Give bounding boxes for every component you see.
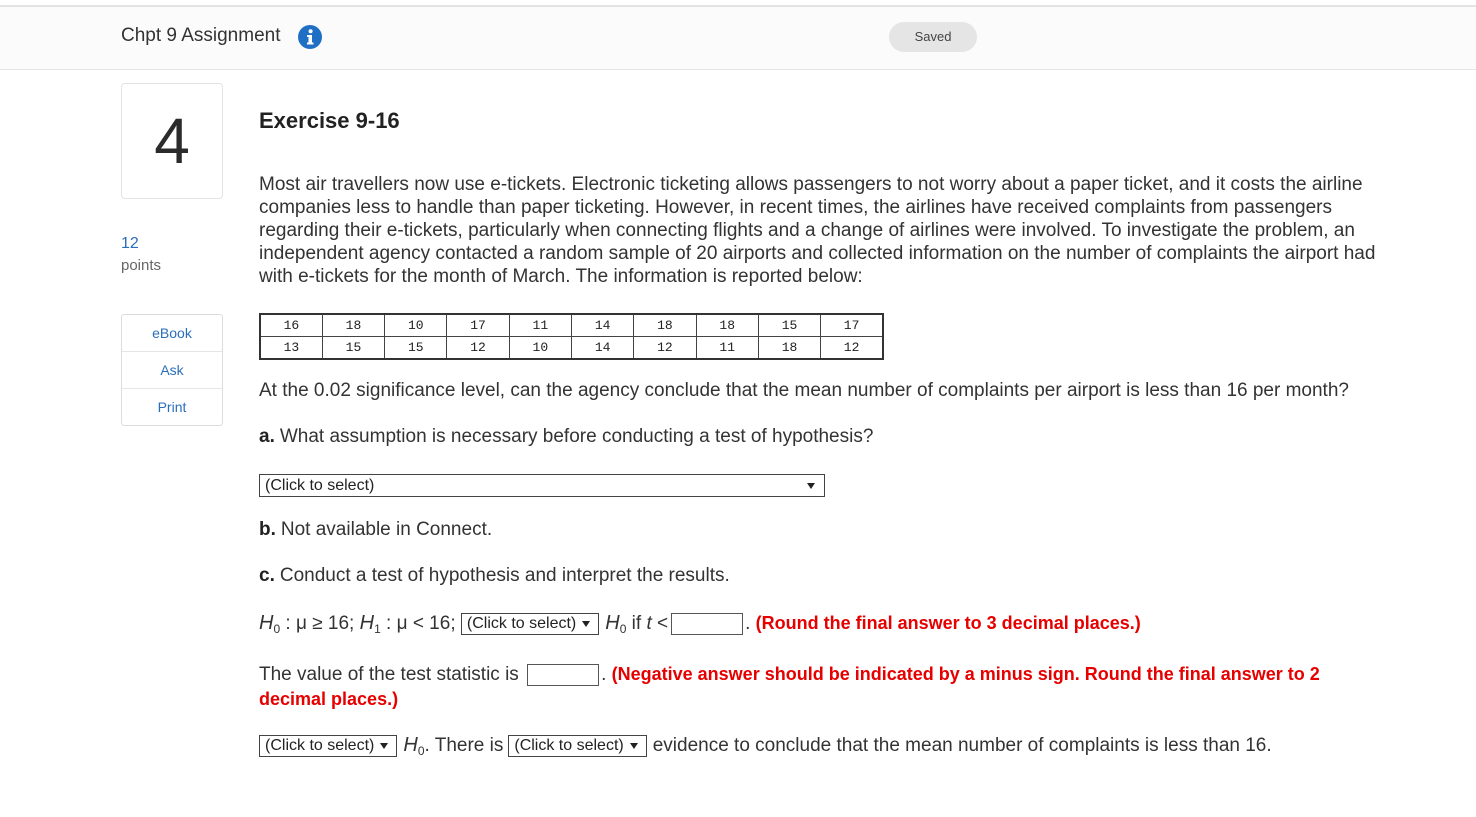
conclusion-text-2: evidence to conclude that the mean number of complaints is less than 16. <box>652 735 1272 756</box>
round-note: (Round the final answer to 3 decimal places.) <box>755 613 1141 633</box>
rule-operator: < <box>651 613 669 634</box>
alt-hypothesis-text: : μ < 16; <box>380 613 461 634</box>
table-cell: 15 <box>322 337 384 360</box>
table-cell: 14 <box>571 314 633 337</box>
part-b-label: b. <box>259 519 276 540</box>
table-cell: 15 <box>758 314 820 337</box>
ebook-link[interactable]: eBook <box>152 325 192 341</box>
question-number: 4 <box>154 105 190 177</box>
table-row <box>260 337 883 360</box>
conclusion-text-1: . There is <box>424 735 504 756</box>
critical-value-input[interactable] <box>671 613 743 635</box>
part-a-label: a. <box>259 426 275 447</box>
evidence-select[interactable] <box>508 735 646 757</box>
table-cell: 18 <box>758 337 820 360</box>
conclusion-hypothesis-subscript: 0 <box>417 744 425 758</box>
dropdown-arrow-icon <box>582 621 590 627</box>
part-c-label: c. <box>259 565 275 586</box>
points-label: points <box>121 257 162 274</box>
part-c-prompt <box>259 564 730 588</box>
assumption-select-value: (Click to select) <box>265 477 375 494</box>
table-cell: 17 <box>447 314 509 337</box>
part-a-prompt <box>259 425 873 449</box>
points-value: 12 <box>121 235 139 252</box>
rule-hypothesis-subscript: 0 <box>619 622 627 636</box>
saved-status-badge: Saved <box>889 22 977 52</box>
t-symbol: t <box>646 613 652 634</box>
question-prompt: At the 0.02 significance level, can the agency conclude that the mean number of complaints per airport is less than 16 per month? <box>259 380 1349 401</box>
table-cell: 10 <box>385 314 447 337</box>
table-cell: 15 <box>385 337 447 360</box>
table-cell: 10 <box>509 337 571 360</box>
alt-hypothesis-symbol: H <box>359 612 375 634</box>
assignment-title: Chpt 9 Assignment <box>121 25 281 46</box>
table-cell: 18 <box>696 314 758 337</box>
test-statistic-input[interactable] <box>527 664 599 686</box>
rule-if-text: if <box>626 613 647 634</box>
exercise-title: Exercise 9-16 <box>259 108 400 133</box>
dropdown-arrow-icon <box>380 743 388 749</box>
reject-decision-select-value: (Click to select) <box>265 736 375 754</box>
rule-period: . <box>745 613 756 634</box>
question-tools <box>121 314 223 426</box>
question-content <box>259 0 1449 817</box>
part-a-text: What assumption is necessary before conducting a test of hypothesis? <box>279 426 874 447</box>
test-statistic-line <box>259 662 1364 712</box>
table-cell: 13 <box>260 337 322 360</box>
negative-answer-note: (Negative answer should be indicated by a minus sign. Round the final answer to 2 decimal places.) <box>259 664 1320 709</box>
assumption-select[interactable] <box>259 474 825 497</box>
null-hypothesis-text: : μ ≥ 16; <box>280 613 360 634</box>
table-cell: 16 <box>260 314 322 337</box>
evidence-select-value: (Click to select) <box>514 736 624 754</box>
table-cell: 18 <box>634 314 696 337</box>
ask-link[interactable]: Ask <box>122 351 222 388</box>
dropdown-arrow-icon <box>807 483 815 489</box>
table-cell: 11 <box>696 337 758 360</box>
conclusion-hypothesis-symbol: H <box>403 734 418 756</box>
table-cell: 11 <box>509 314 571 337</box>
test-statistic-text: The value of the test statistic is <box>259 664 519 685</box>
decision-rule-select[interactable] <box>461 613 599 635</box>
print-link[interactable]: Print <box>122 388 222 425</box>
table-cell: 12 <box>821 337 883 360</box>
null-hypothesis-symbol: H <box>259 612 274 634</box>
table-cell: 12 <box>447 337 509 360</box>
dropdown-arrow-icon <box>630 743 638 749</box>
table-cell: 17 <box>821 314 883 337</box>
conclusion-line <box>259 733 1272 758</box>
table-cell: 18 <box>322 314 384 337</box>
reject-decision-select[interactable] <box>259 735 397 757</box>
rule-hypothesis-symbol: H <box>605 612 620 634</box>
null-hypothesis-subscript: 0 <box>273 622 281 636</box>
complaints-table <box>259 313 884 360</box>
decision-rule-select-value: (Click to select) <box>466 614 577 632</box>
statistic-period: . <box>601 664 607 685</box>
table-row <box>260 314 883 337</box>
part-b-text: Not available in Connect. <box>280 519 493 540</box>
hypotheses-line <box>259 611 1141 636</box>
exercise-intro: Most air travellers now use e-tickets. Electronic ticketing allows passengers to not worry about a paper ticket, and it costs the airline companies less to handle than paper ticketing. However, in recent times, the airlines have received complaints from passengers regarding their e-tickets, particularly when connecting flights and a change of airlines were involved. To investigate the problem, an independent agency contacted a random sample of 20 airports and collected information on the number of complaints the airport had with e-tickets for the month of March. The information is reported below: <box>259 174 1376 287</box>
table-cell: 14 <box>571 337 633 360</box>
table-cell: 12 <box>634 337 696 360</box>
part-c-text: Conduct a test of hypothesis and interpret the results. <box>279 565 730 586</box>
question-number-box <box>121 83 223 199</box>
part-b-prompt <box>259 518 492 542</box>
alt-hypothesis-subscript: 1 <box>374 622 381 636</box>
